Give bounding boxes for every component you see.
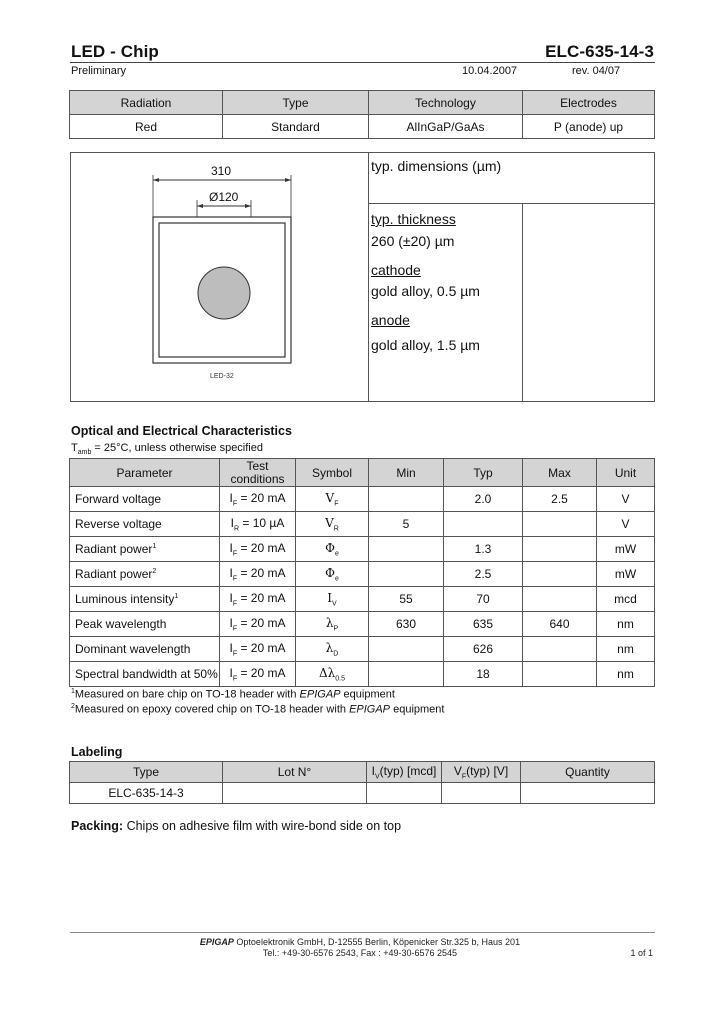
- cell-max: [523, 662, 597, 687]
- cell-unit: V: [597, 487, 655, 512]
- cell-max: [523, 637, 597, 662]
- cell-typ: 2.5: [444, 562, 523, 587]
- cell-condition: $I_F = 20$ mA: [220, 562, 296, 587]
- characteristics-title: Optical and Electrical Characteristics: [71, 424, 292, 438]
- cell-min: [369, 562, 444, 587]
- summary-value-radiation: Red: [70, 115, 223, 139]
- cell-min: 630: [369, 612, 444, 637]
- cell-typ: 635: [444, 612, 523, 637]
- cell-unit: mcd: [597, 587, 655, 612]
- cell-unit: V: [597, 512, 655, 537]
- table-row: [70, 662, 655, 687]
- cell-parameter: Peak wavelength: [70, 612, 220, 637]
- page-number: 1 of 1: [630, 948, 653, 958]
- cell-symbol: $V_R$: [296, 512, 369, 537]
- col-unit: Unit: [597, 459, 655, 487]
- summary-value-electrodes: P (anode) up: [523, 115, 655, 139]
- dimensions-divider: [368, 203, 655, 204]
- table-row: [70, 587, 655, 612]
- label-value-quantity: [521, 783, 655, 804]
- summary-header-electrodes: Electrodes: [523, 91, 655, 115]
- revision-text: rev. 04/07: [572, 65, 621, 77]
- cell-typ: 1.3: [444, 537, 523, 562]
- cell-condition: $I_F = 20$ mA: [220, 637, 296, 662]
- cell-condition: $I_F = 20$ mA: [220, 587, 296, 612]
- footer-contact: Tel.: +49-30-6576 2543, Fax : +49-30-6576 2545: [262, 948, 458, 958]
- cell-min: [369, 637, 444, 662]
- cell-condition: $I_F = 20$ mA: [220, 612, 296, 637]
- characteristics-table: [69, 458, 655, 687]
- summary-header-technology: Technology: [369, 91, 523, 115]
- col-parameter: Parameter: [70, 459, 220, 487]
- label-value-vf: [442, 783, 521, 804]
- table-row: [70, 537, 655, 562]
- table-row: [70, 487, 655, 512]
- labeling-table: [69, 761, 655, 804]
- thickness-label: typ. thickness: [371, 211, 456, 227]
- cell-parameter: Luminous intensity$^1$: [70, 587, 220, 612]
- date-text: 10.04.2007: [462, 65, 518, 77]
- cell-symbol: $\lambda_P$: [296, 612, 369, 637]
- col-symbol: Symbol: [296, 459, 369, 487]
- summary-value-technology: AlInGaP/GaAs: [369, 115, 523, 139]
- cell-min: [369, 662, 444, 687]
- label-col-type: Type: [70, 762, 223, 783]
- page-title: LED - Chip: [71, 42, 159, 61]
- col-test-conditions: Test conditions: [220, 459, 296, 487]
- circle-dimension-label: Ø120: [209, 190, 239, 204]
- cell-typ: 2.0: [444, 487, 523, 512]
- cell-parameter: Spectral bandwidth at 50%: [70, 662, 220, 687]
- cell-max: 640: [523, 612, 597, 637]
- cell-min: 5: [369, 512, 444, 537]
- cell-condition: $I_F = 20$ mA: [220, 487, 296, 512]
- cell-max: 2.5: [523, 487, 597, 512]
- footer-rule: [70, 932, 655, 933]
- anode-label: anode: [371, 312, 410, 328]
- cell-typ: 626: [444, 637, 523, 662]
- cell-parameter: Forward voltage: [70, 487, 220, 512]
- label-value-type: ELC-635-14-3: [70, 783, 223, 804]
- cell-max: [523, 537, 597, 562]
- cell-parameter: Reverse voltage: [70, 512, 220, 537]
- label-value-iv: [367, 783, 442, 804]
- cell-typ: [444, 512, 523, 537]
- summary-table: [69, 90, 655, 139]
- summary-value-type: Standard: [223, 115, 369, 139]
- label-col-quantity: Quantity: [521, 762, 655, 783]
- cell-max: [523, 512, 597, 537]
- cell-symbol: $\Phi_e$: [296, 562, 369, 587]
- cell-condition: $I_F = 20$ mA: [220, 537, 296, 562]
- footnote-1: $^1$Measured on bare chip on TO-18 header with EPIGAP equipment: [71, 688, 395, 701]
- label-col-lot: Lot N°: [223, 762, 367, 783]
- drawing-divider: [368, 153, 369, 401]
- dimensions-box: [70, 152, 655, 402]
- status-text: Preliminary: [71, 65, 127, 77]
- labeling-title: Labeling: [71, 745, 123, 759]
- cell-min: [369, 537, 444, 562]
- cell-unit: nm: [597, 637, 655, 662]
- cell-min: 55: [369, 587, 444, 612]
- col-typ: Typ: [444, 459, 523, 487]
- footnote-2: $^2$Measured on epoxy covered chip on TO-18 header with EPIGAP equipment: [71, 703, 445, 716]
- cathode-value: gold alloy, 0.5 µm: [371, 283, 480, 299]
- ambient-condition: $T_{amb} = 25^\circ C$, unless otherwise specified: [71, 442, 263, 457]
- cell-symbol: $\Delta\lambda_{0.5}$: [296, 662, 369, 687]
- table-row: [70, 562, 655, 587]
- drawing-code: LED-32: [210, 373, 234, 380]
- packing-note: Packing: Chips on adhesive film with wire-bond side on top: [71, 819, 402, 833]
- anode-value: gold alloy, 1.5 µm: [371, 337, 480, 353]
- cell-unit: mW: [597, 562, 655, 587]
- footer-address: EPIGAP Optoelektronik GmbH, D-12555 Berlin, Köpenicker Str.325 b, Haus 201: [199, 937, 521, 947]
- cell-unit: nm: [597, 662, 655, 687]
- cell-min: [369, 487, 444, 512]
- thickness-value: 260 (±20) µm: [371, 233, 455, 249]
- label-col-iv: $I_V(typ)$ [mcd]: [367, 762, 442, 783]
- cell-unit: nm: [597, 612, 655, 637]
- col-max: Max: [523, 459, 597, 487]
- cell-unit: mW: [597, 537, 655, 562]
- cell-typ: 70: [444, 587, 523, 612]
- col-min: Min: [369, 459, 444, 487]
- summary-header-type: Type: [223, 91, 369, 115]
- table-row: [70, 612, 655, 637]
- cell-parameter: Dominant wavelength: [70, 637, 220, 662]
- label-value-lot: [223, 783, 367, 804]
- cell-max: [523, 562, 597, 587]
- cell-typ: 18: [444, 662, 523, 687]
- characteristics-rows: [70, 487, 655, 687]
- summary-header-radiation: Radiation: [70, 91, 223, 115]
- cell-condition: $I_R = 10$ µA: [220, 512, 296, 537]
- cell-parameter: Radiant power$^2$: [70, 562, 220, 587]
- outer-dimension-label: 310: [211, 164, 232, 178]
- cell-condition: $I_F = 20$ mA: [220, 662, 296, 687]
- dimensions-right-divider: [522, 203, 523, 401]
- part-number: ELC-635-14-3: [545, 42, 654, 61]
- cathode-label: cathode: [371, 262, 421, 278]
- cell-symbol: $V_F$: [296, 487, 369, 512]
- cell-parameter: Radiant power$^1$: [70, 537, 220, 562]
- cell-max: [523, 587, 597, 612]
- cell-symbol: $I_V$: [296, 587, 369, 612]
- table-row: [70, 512, 655, 537]
- cell-symbol: $\lambda_D$: [296, 637, 369, 662]
- cell-symbol: $\Phi_e$: [296, 537, 369, 562]
- table-row: [70, 637, 655, 662]
- dimensions-heading: typ. dimensions (µm): [371, 158, 502, 174]
- label-col-vf: $V_F(typ)$ [V]: [442, 762, 521, 783]
- header-rule: [70, 62, 655, 63]
